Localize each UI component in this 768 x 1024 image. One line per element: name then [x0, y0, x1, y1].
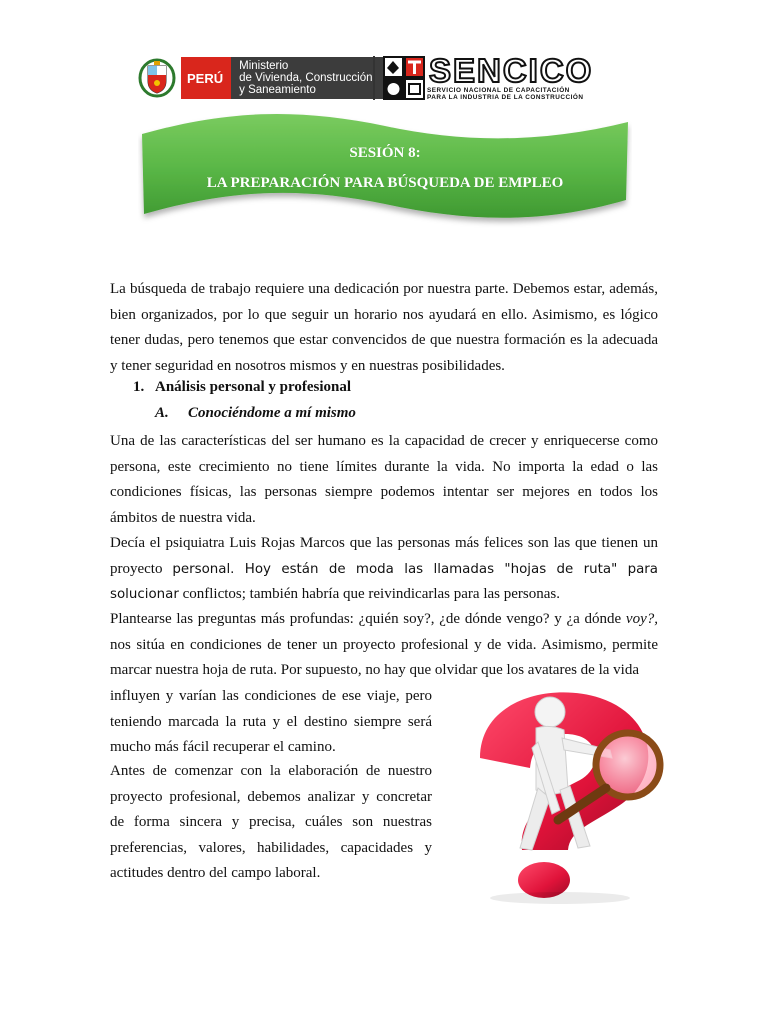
ministry-line-1: Ministerio: [239, 60, 289, 72]
ministry-line-3: y Saneamiento: [239, 84, 316, 96]
paragraph-human-growth: Una de las características del ser humano es la capacidad de crecer y enriquecerse como persona, este crecimiento no tiene límites durante la vida. No importa la edad o las condiciones físicas, las personas siempre podemos intentar ser mejores en todos los ámbitos de nuestra vida.: [110, 433, 658, 526]
subsection-letter: A.: [155, 405, 169, 421]
p2-part-b: personal. Hoy están de moda las llamadas "hojas de ruta" para solucionar: [110, 561, 659, 602]
sencico-subtitle-1: SERVICIO NACIONAL DE CAPACITACIÓN: [427, 87, 570, 94]
paragraph-route: influyen y varían las condiciones de ese viaje, pero teniendo marcada la ruta y el destino siempre será mucho más fácil recuperar el camino.: [110, 688, 432, 755]
p2-part-c: conflictos; también habría que reivindicarlas para las personas.: [178, 586, 560, 602]
paragraph-rojas-marcos: [110, 531, 658, 608]
subsection-heading: [155, 405, 356, 422]
section-heading: [133, 379, 351, 396]
subsection-title: Conociéndome a mí mismo: [188, 405, 356, 421]
section-number: 1.: [133, 379, 145, 395]
sencico-emblem-icon: [383, 56, 425, 100]
section-title: Análisis personal y profesional: [155, 379, 352, 395]
session-title-banner: [138, 112, 632, 230]
sencico-subtitle-2: PARA LA INDUSTRIA DE LA CONSTRUCCIÓN: [427, 94, 584, 101]
logo-divider: [373, 56, 375, 100]
peru-coat-of-arms-icon: [137, 57, 177, 99]
paragraph-questions: [110, 607, 658, 684]
p3-part-a: Plantearse las preguntas más profundas: ¿quién soy?, ¿de dónde vengo? y ¿a dónde: [110, 611, 626, 627]
session-title: LA PREPARACIÓN PARA BÚSQUEDA DE EMPLEO: [206, 175, 564, 191]
sencico-logo: [383, 52, 594, 101]
p3-part-b: voy?,: [625, 611, 658, 627]
paragraph-professional-project: Antes de comenzar con la elaboración de nuestro proyecto profesional, debemos analizar y concretar de forma sincera y precisa, cuáles son nuestras preferencias, valores, habilidades, capacidades y actitudes dentro del campo laboral.: [110, 763, 432, 881]
p3-part-c: nos sitúa en condiciones de tener un proyecto profesional y de vida. Asimismo, permite marcar nuestra hoja de ruta. Por supuesto, no hay que olvidar que los avatares de la vida: [110, 636, 658, 678]
ministry-line-2: de Vivienda, Construcción: [239, 72, 373, 84]
p2-part-a: Decía el psiquiatra Luis Rojas Marcos que las personas más felices son las que tienen un proyecto: [110, 535, 658, 577]
session-number: SESIÓN 8:: [349, 145, 421, 161]
question-mark-magnifier-illustration: [440, 680, 685, 905]
peru-label: PERÚ: [181, 57, 231, 99]
sencico-wordmark: SENCICO: [429, 52, 594, 89]
document-header: [0, 0, 768, 110]
ministry-name: [231, 57, 403, 99]
wave-banner-shape: [138, 112, 632, 230]
intro-paragraph: La búsqueda de trabajo requiere una dedicación por nuestra parte. Debemos estar, además, bien organizados, por lo que seguir un horario nos ayudará en ello. Asimismo, es lógico tener dudas, pero tenemos que estar convencidos de que nuestra formación es la adecuada y tener seguridad en nosotros mismos y en nuestras posibilidades.: [110, 281, 658, 374]
ministry-logo: [137, 57, 403, 99]
